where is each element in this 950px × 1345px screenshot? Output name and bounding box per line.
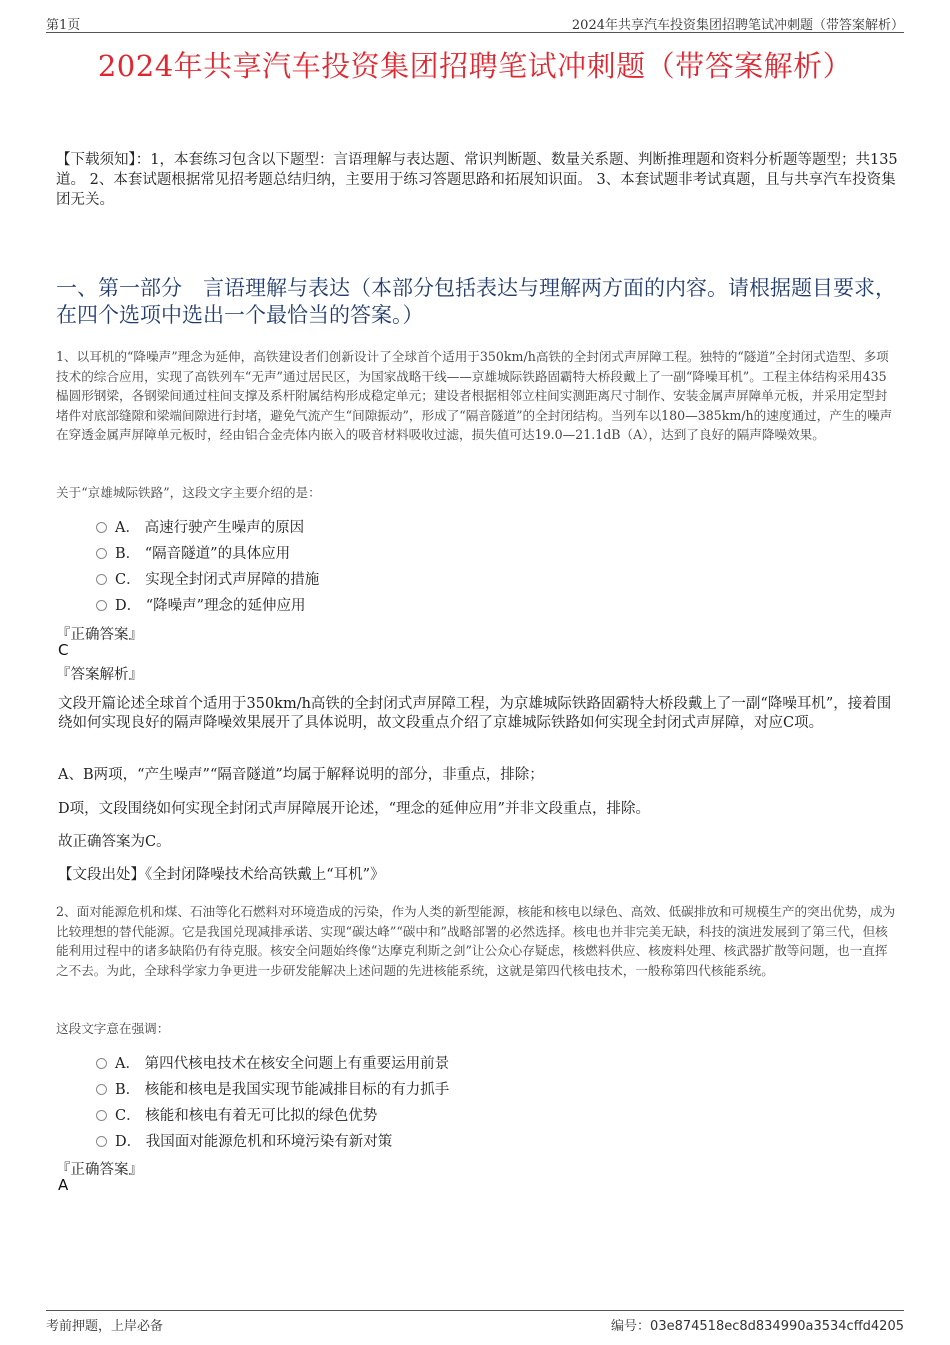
radio-icon[interactable]: [96, 574, 107, 585]
q1-option-a[interactable]: [96, 516, 304, 536]
option-label: C． 核能和核电有着无可比拟的绿色优势: [115, 1108, 378, 1124]
radio-icon[interactable]: [96, 1110, 107, 1121]
page-number: 第1页: [46, 18, 81, 33]
q2-question: 这段文字意在强调：: [56, 1021, 170, 1036]
radio-icon[interactable]: [96, 548, 107, 559]
q2-option-d[interactable]: [96, 1130, 392, 1150]
q2-option-b[interactable]: [96, 1078, 449, 1098]
q1-option-b[interactable]: [96, 542, 290, 562]
header-doc-title: 2024年共享汽车投资集团招聘笔试冲刺题（带答案解析）: [571, 18, 904, 33]
option-label: A． 第四代核电技术在核安全问题上有重要运用前景: [115, 1056, 450, 1072]
section-heading: 一、第一部分 言语理解与表达（本部分包括表达与理解两方面的内容。请根据题目要求，在四个选项中选出一个最恰当的答案。）: [56, 276, 896, 327]
option-label: D． “降噪声”理念的延伸应用: [115, 598, 306, 614]
q2-answer-label: 『正确答案』: [56, 1162, 143, 1178]
q1-source: 【文段出处】《全封闭降噪技术给高铁戴上“耳机”》: [58, 867, 385, 883]
page-header: [46, 14, 904, 33]
q1-option-c[interactable]: [96, 568, 319, 588]
footer-code: [611, 1315, 904, 1334]
q1-question: 关于“京雄城际铁路”，这段文字主要介绍的是：: [56, 485, 321, 500]
document-title: 2024年共享汽车投资集团招聘笔试冲刺题（带答案解析）: [97, 49, 853, 83]
footer-code-value: 03e874518ec8d834990a3534cffd4205: [650, 1319, 904, 1334]
q2-passage: 2、面对能源危机和煤、石油等化石燃料对环境造成的污染，作为人类的新型能源，核能和核电以绿色、高效、低碳排放和可规模生产的突出优势，成为比较理想的替代能源。它是我国兑现减排承诺、实现“碳达峰”“碳中和”战略部署的必然选择。核电也并非完美无缺，科技的演进发展到了第三代，但核能利用过程中的诸多缺陷仍有待克服。核安全问题始终像“达摩克利斯之剑”让公众心存疑虑，核燃料供应、核废料处理、核武器扩散等问题，也一直挥之不去。为此，全球科学家力争更进一步研发能解决上述问题的先进核能系统，这就是第四代核电技术，一般称第四代核能系统。: [56, 904, 896, 978]
q1-analysis-4: 故正确答案为C。: [58, 834, 171, 850]
footer-code-label: 编号：: [611, 1319, 651, 1334]
q1-analysis-label: 『答案解析』: [56, 667, 143, 683]
q1-analysis-1: 文段开篇论述全球首个适用于350km/h高铁的全封闭式声屏障工程，为京雄城际铁路固霸特大桥段戴上了一副“降噪耳机”，接着围绕如何实现良好的隔声降噪效果展开了具体说明，故文段重点介绍了京雄城际铁路如何实现全封闭式声屏障，对应C项。: [58, 696, 892, 731]
q2-option-a[interactable]: [96, 1052, 449, 1072]
q1-analysis-2: A、B两项，“产生噪声”“隔音隧道”均属于解释说明的部分，非重点，排除；: [58, 767, 544, 783]
option-label: B． “隔音隧道”的具体应用: [115, 546, 291, 562]
download-notice: 【下载须知】：1，本套练习包含以下题型：言语理解与表达题、常识判断题、数量关系题、判断推理题和资料分析题等题型；共135道。 2、本套试题根据常见招考题总结归纳，主要用于练习答题思路和拓展知识面。 3、本套试题非考试真题，且与共享汽车投资集团无关。: [56, 152, 898, 208]
q1-option-d[interactable]: [96, 594, 306, 614]
footer-slogan: 考前押题，上岸必备: [46, 1319, 164, 1334]
option-label: A． 高速行驶产生噪声的原因: [115, 520, 305, 536]
radio-icon[interactable]: [96, 1058, 107, 1069]
q1-passage: 1、以耳机的“降噪声”理念为延伸，高铁建设者们创新设计了全球首个适用于350km/h高铁的全封闭式声屏障工程。独特的“隧道”全封闭式造型、多项技术的综合应用，实现了高铁列车“无声”通过居民区，为国家战略干线——京雄城际铁路固霸特大桥段戴上了一副“降噪耳机”。工程主体结构采用435榀圆形钢梁，各钢梁间通过柱间支撑及系杆附属结构形成稳定单元；建设者根据相邻立柱间实测距离尺寸制作、安装金属声屏障单元板，并采用定型封堵件对底部缝隙和梁端间隙进行封堵，避免气流产生“间隙振动”，形成了“隔音隧道”的全封闭结构。当列车以180—385km/h的速度通过，产生的噪声在穿透金属声屏障单元板时，经由铝合金壳体内嵌入的吸音材料吸收过滤，损失值可达19.0—21.1dB（A），达到了良好的隔声降噪效果。: [56, 349, 893, 442]
page-footer: [46, 1310, 904, 1333]
radio-icon[interactable]: [96, 600, 107, 611]
radio-icon[interactable]: [96, 1084, 107, 1095]
option-label: B． 核能和核电是我国实现节能减排目标的有力抓手: [115, 1082, 450, 1098]
radio-icon[interactable]: [96, 1136, 107, 1147]
q2-option-c[interactable]: [96, 1104, 377, 1124]
q1-analysis-3: D项，文段围绕如何实现全封闭式声屏障展开论述，“理念的延伸应用”并非文段重点，排除。: [58, 801, 650, 817]
option-label: D． 我国面对能源危机和环境污染有新对策: [115, 1134, 393, 1150]
option-label: C． 实现全封闭式声屏障的措施: [115, 572, 320, 588]
q2-answer: A: [58, 1176, 69, 1194]
q1-answer-label: 『正确答案』: [56, 627, 143, 643]
q1-answer: C: [58, 641, 69, 659]
radio-icon[interactable]: [96, 522, 107, 533]
